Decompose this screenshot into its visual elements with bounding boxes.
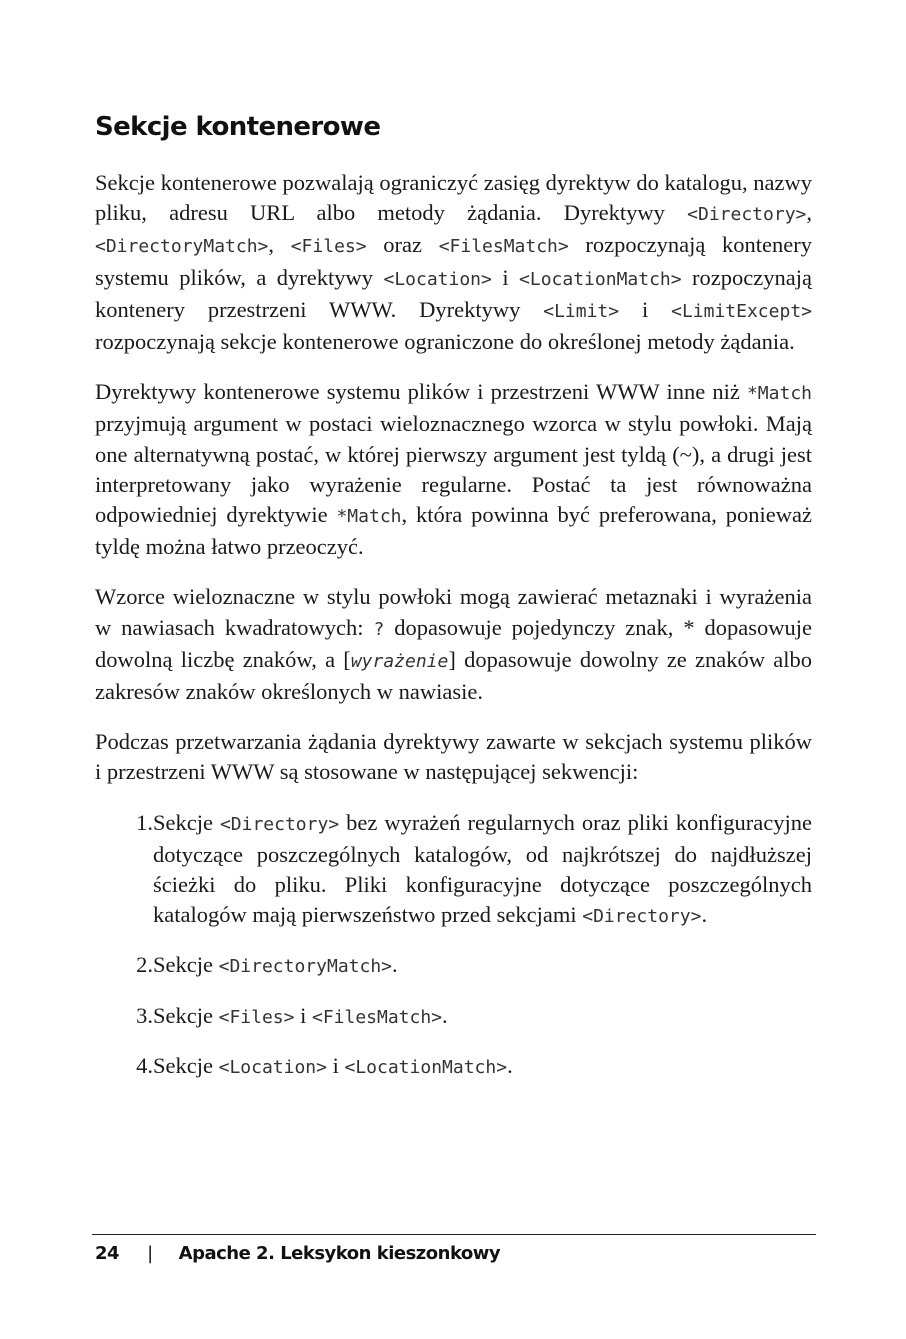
code-filesmatch: <FilesMatch> xyxy=(438,236,569,258)
page-number: 24 xyxy=(95,1243,120,1264)
text: rozpoczynają kontenery przestrzeni WWW. Dyrektywy xyxy=(95,264,812,322)
list-number: 1. xyxy=(136,809,153,835)
text: i xyxy=(619,296,672,322)
paragraph-2 xyxy=(95,377,812,562)
text: i xyxy=(491,264,520,290)
list-number: 4. xyxy=(136,1052,153,1078)
text: ] dopasowuje dowolny ze znaków albo zakresów znaków określonych w nawiasie. xyxy=(95,646,812,705)
text: , xyxy=(806,200,812,226)
text: . xyxy=(701,902,708,928)
code-locationmatch: <LocationMatch> xyxy=(519,268,682,290)
text: i xyxy=(326,1052,345,1078)
code-location: <Location> xyxy=(383,268,492,290)
page-footer xyxy=(92,1234,816,1264)
code-limitexcept: <LimitExcept> xyxy=(671,300,812,322)
code-locationmatch: <LocationMatch> xyxy=(344,1056,508,1078)
list-item xyxy=(95,1001,812,1033)
text: Wzorce wieloznaczne w stylu powłoki mogą zawierać metaznaki i wyrażenia w nawiasach kwadratowych: xyxy=(95,584,812,640)
code-question-mark: ? xyxy=(373,618,385,640)
text: przyjmują argument w postaci wieloznacznego wzorca w stylu powłoki. Mają one alternatywną postać, w której pierwszy argument jest tyldą (~), a drugi jest interpretowany jako wyrażenie regularne. Postać ta jest równoważna odpowiedniej dyrektywie xyxy=(95,411,812,528)
book-title: Apache 2. Leksykon kieszonkowy xyxy=(178,1243,501,1264)
text: Sekcje xyxy=(153,809,220,835)
code-files: <Files> xyxy=(218,1006,295,1028)
ordered-list xyxy=(95,808,812,1083)
list-item-text xyxy=(153,1001,812,1033)
text: rozpoczynają sekcje kontenerowe ograniczone do określonej metody żądania. xyxy=(95,329,795,355)
paragraph-3 xyxy=(95,582,812,707)
text: Sekcje xyxy=(153,1052,219,1078)
code-directory: <Directory> xyxy=(582,906,702,928)
list-item xyxy=(95,950,812,982)
code-directory: <Directory> xyxy=(687,204,807,226)
text: . xyxy=(442,1002,448,1028)
list-item xyxy=(95,1051,812,1083)
section-heading: Sekcje kontenerowe xyxy=(95,112,381,142)
text: . xyxy=(392,952,398,978)
code-filesmatch: <FilesMatch> xyxy=(311,1006,443,1028)
code-match: *Match xyxy=(336,506,402,528)
code-directorymatch: <DirectoryMatch> xyxy=(218,956,392,978)
code-wyrazenie: wyrażenie xyxy=(350,650,449,672)
code-location: <Location> xyxy=(218,1056,327,1078)
text: bez wyrażeń regularnych oraz pliki konfiguracyjne dotyczące poszczególnych katalogów, od najkrótszej do najdłuższej ścieżki do pliku. Pliki konfiguracyjne dotyczące poszczególnych katalogów mają pierwszeństwo przed sekcjami xyxy=(153,809,812,928)
text: , która powinna być preferowana, ponieważ tyldę można łatwo przeoczyć. xyxy=(95,502,812,560)
list-item xyxy=(95,808,812,933)
code-limit: <Limit> xyxy=(543,300,620,322)
paragraph-4: Podczas przetwarzania żądania dyrektywy zawarte w sekcjach systemu plików i przestrzeni WWW są stosowane w następującej sekwencji: xyxy=(95,729,812,785)
footer-separator: | xyxy=(147,1243,153,1264)
text: i xyxy=(294,1002,312,1028)
list-number: 2. xyxy=(136,952,153,978)
code-directorymatch: <DirectoryMatch> xyxy=(95,236,269,258)
list-item-text xyxy=(153,950,812,982)
text: Sekcje xyxy=(153,1002,219,1028)
code-match: *Match xyxy=(746,383,812,405)
code-directory: <Directory> xyxy=(219,813,340,835)
paragraph-1 xyxy=(95,168,812,357)
text: rozpoczynają kontenery systemu plików, a dyrektywy xyxy=(95,232,813,290)
text: Sekcje xyxy=(153,952,219,978)
list-item-text xyxy=(153,1051,812,1083)
text: Sekcje kontenerowe pozwalają ograniczyć zasięg dyrektyw do katalogu, nazwy pliku, adresu URL albo metody żądania. Dyrektywy xyxy=(95,170,812,226)
list-item-text xyxy=(153,808,812,933)
text: Dyrektywy kontenerowe systemu plików i przestrzeni WWW inne niż xyxy=(95,379,747,405)
page-content xyxy=(95,112,812,1101)
text: , xyxy=(268,232,291,258)
list-number: 3. xyxy=(136,1002,153,1028)
text: oraz xyxy=(366,232,439,258)
text: . xyxy=(507,1052,513,1078)
text: dopasowuje pojedynczy znak, * dopasowuje dowolną liczbę znaków, a [ xyxy=(95,614,812,672)
code-files: <Files> xyxy=(290,236,367,258)
